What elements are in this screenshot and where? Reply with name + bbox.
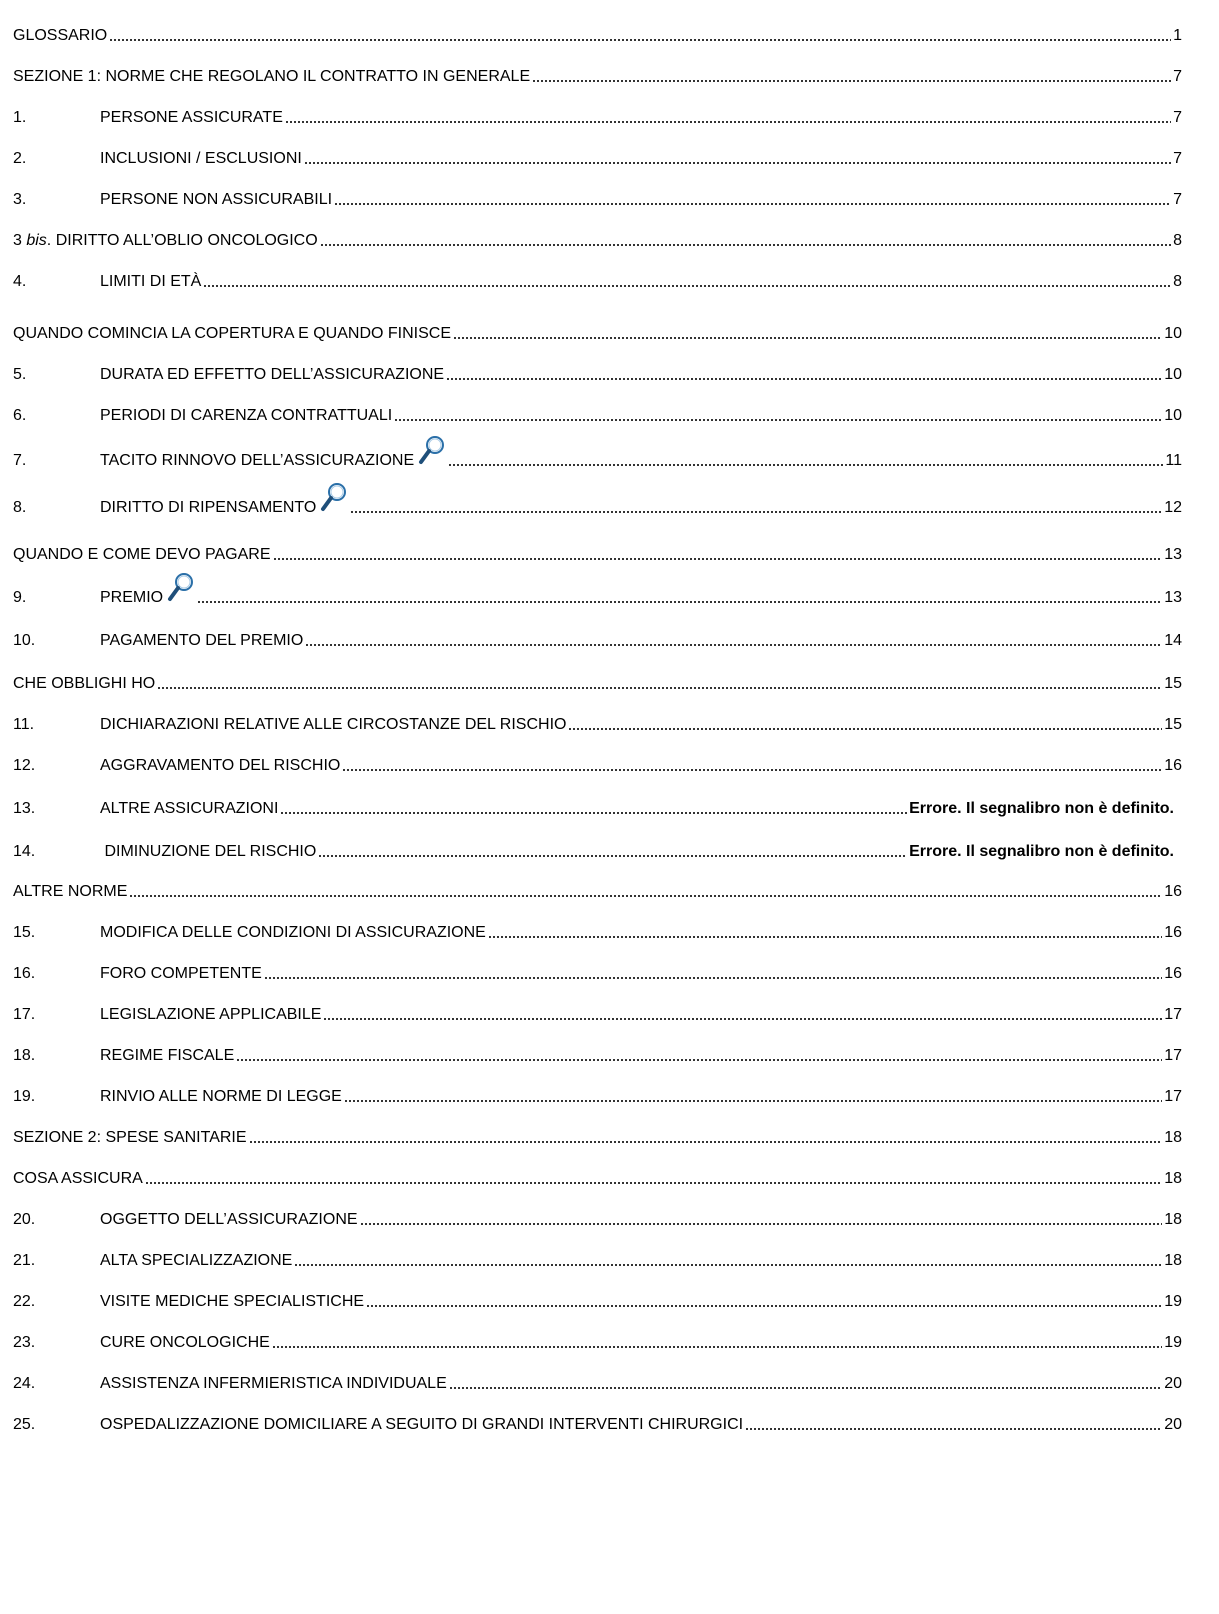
toc-leader-dots (394, 418, 1162, 422)
toc-entry-number: 23. (13, 1334, 36, 1351)
toc-entry-page: 16 (1164, 965, 1182, 982)
toc-entry-page: 10 (1164, 407, 1182, 424)
toc-entry[interactable] (13, 711, 1182, 735)
toc-leader-dots (203, 284, 1171, 288)
toc-leader-dots (272, 1345, 1162, 1349)
toc-entry-page: 17 (1164, 1006, 1182, 1023)
toc-entry-number: 9. (13, 589, 27, 606)
toc-entry[interactable] (13, 541, 1182, 565)
toc-leader-dots (323, 1017, 1162, 1021)
toc-entry[interactable] (13, 919, 1182, 943)
toc-entry-page: 8 (1173, 232, 1182, 249)
toc-entry-number: 4. (13, 273, 27, 290)
toc-entry-number: 3. (13, 191, 27, 208)
toc-entry-title: REGIME FISCALE (100, 1047, 235, 1064)
toc-entry-title: ALTRE NORME (13, 883, 128, 900)
toc-leader-dots (532, 79, 1171, 83)
toc-leader-dots (568, 727, 1162, 731)
toc-entry-page: 12 (1164, 499, 1182, 516)
toc-entry-number: 12. (13, 757, 36, 774)
toc-entry-number: 14. (13, 843, 36, 860)
toc-leader-dots (320, 243, 1171, 247)
toc-leader-dots (273, 557, 1163, 561)
toc-leader-dots (366, 1304, 1162, 1308)
toc-entry-title: CHE OBBLIGHI HO (13, 675, 156, 692)
toc-entry-number: 19. (13, 1088, 36, 1105)
toc-leader-dots (157, 686, 1162, 690)
toc-entry-title: GLOSSARIO (13, 27, 108, 44)
toc-entry[interactable] (13, 1001, 1182, 1025)
toc-entry-page: 18 (1164, 1170, 1182, 1187)
toc-entry[interactable] (13, 838, 1174, 862)
toc-entry[interactable] (13, 752, 1182, 776)
toc-entry-title: DIMINUZIONE DEL RISCHIO (100, 843, 317, 860)
toc-entry-number: 8. (13, 499, 27, 516)
toc-entry-page: 16 (1164, 757, 1182, 774)
toc-entry-page: 16 (1164, 924, 1182, 941)
toc-entry-title: DICHIARAZIONI RELATIVE ALLE CIRCOSTANZE DEL RISCHIO (100, 716, 567, 733)
toc-entry-number: 2. (13, 150, 27, 167)
toc-leader-dots (264, 976, 1162, 980)
toc-entry-title: LIMITI DI ETÀ (100, 273, 202, 290)
toc-entry[interactable] (13, 104, 1182, 128)
toc-entry-page: 19 (1164, 1334, 1182, 1351)
toc-leader-dots (334, 202, 1171, 206)
toc-entry-number: 25. (13, 1416, 36, 1433)
toc-leader-dots (453, 336, 1162, 340)
toc-entry-title: QUANDO COMINCIA LA COPERTURA E QUANDO FINISCE (13, 325, 451, 342)
toc-entry-page: 11 (1165, 452, 1182, 469)
toc-entry-page: Errore. Il segnalibro non è definito. (909, 800, 1174, 817)
toc-entry-title: LEGISLAZIONE APPLICABILE (100, 1006, 322, 1023)
toc-entry-title: COSA ASSICURA (13, 1170, 143, 1187)
toc-entry-title: SEZIONE 1: NORME CHE REGOLANO IL CONTRATTO IN GENERALE (13, 68, 531, 85)
toc-leader-dots (318, 854, 907, 858)
toc-entry-title: PREMIO (100, 589, 164, 606)
toc-leader-dots (342, 768, 1162, 772)
toc-entry-page: 8 (1173, 273, 1182, 290)
toc-entry-title: PERSONE ASSICURATE (100, 109, 283, 126)
toc-entry-page: 7 (1173, 68, 1182, 85)
toc-entry-title: MODIFICA DELLE CONDIZIONI DI ASSICURAZIONE (100, 924, 486, 941)
toc-entry[interactable] (13, 1247, 1182, 1271)
toc-entry-page: 10 (1164, 325, 1182, 342)
toc-entry-page: 18 (1164, 1211, 1182, 1228)
toc-entry[interactable] (13, 1411, 1182, 1435)
toc-entry-number: 11. (13, 716, 35, 733)
toc-entry[interactable] (13, 145, 1182, 169)
toc-entry-number: 22. (13, 1293, 36, 1310)
toc-leader-dots (488, 935, 1162, 939)
toc-entry[interactable] (13, 795, 1174, 819)
toc-entry[interactable] (13, 1329, 1182, 1353)
toc-leader-dots (280, 811, 907, 815)
toc-entry[interactable] (13, 1042, 1182, 1066)
toc-entry[interactable] (13, 1165, 1182, 1189)
toc-entry-title: ALTRE ASSICURAZIONI (100, 800, 279, 817)
toc-entry[interactable] (13, 960, 1182, 984)
toc-entry-title: PERIODI DI CARENZA CONTRATTUALI (100, 407, 393, 424)
toc-leader-dots (285, 120, 1171, 124)
magnifier-icon (167, 572, 195, 608)
toc-leader-dots (294, 1263, 1162, 1267)
toc-entry[interactable] (13, 22, 1182, 46)
toc-leader-dots (304, 161, 1171, 165)
toc-entry-page: 15 (1164, 675, 1182, 692)
toc-entry-page: 18 (1164, 1252, 1182, 1269)
toc-entry[interactable] (13, 320, 1182, 344)
toc-entry-title: PERSONE NON ASSICURABILI (100, 191, 333, 208)
toc-entry[interactable] (13, 494, 1182, 518)
toc-entry[interactable] (13, 186, 1182, 210)
toc-entry-number: 13. (13, 800, 36, 817)
toc-entry-title: QUANDO E COME DEVO PAGARE (13, 546, 271, 563)
toc-entry-page: 7 (1173, 191, 1182, 208)
toc-entry[interactable] (13, 1206, 1182, 1230)
toc-entry-title: INCLUSIONI / ESCLUSIONI (100, 150, 302, 167)
toc-entry[interactable] (13, 1288, 1182, 1312)
toc-entry-number: 5. (13, 366, 27, 383)
toc-leader-dots (344, 1099, 1162, 1103)
magnifier-icon (418, 435, 446, 471)
toc-entry-title: DURATA ED EFFETTO DELL’ASSICURAZIONE (100, 366, 445, 383)
toc-leader-dots (236, 1058, 1162, 1062)
toc-entry-title: PAGAMENTO DEL PREMIO (100, 632, 304, 649)
toc-entry-page: 18 (1164, 1129, 1182, 1146)
toc-entry[interactable] (13, 1083, 1182, 1107)
toc-entry-title: SEZIONE 2: SPESE SANITARIE (13, 1129, 247, 1146)
toc-entry-title: AGGRAVAMENTO DEL RISCHIO (100, 757, 341, 774)
toc-entry-page: 13 (1164, 546, 1182, 563)
toc-entry-page: 7 (1173, 150, 1182, 167)
toc-entry-number: 7. (13, 452, 27, 469)
toc-entry-number: 15. (13, 924, 36, 941)
toc-leader-dots (350, 510, 1162, 514)
toc-leader-dots (449, 1386, 1162, 1390)
toc-entry-page: 20 (1164, 1375, 1182, 1392)
toc-entry-title: FORO COMPETENTE (100, 965, 262, 982)
magnifier-icon (320, 482, 348, 518)
toc-entry[interactable] (13, 227, 1182, 251)
toc-entry-title: ALTA SPECIALIZZAZIONE (100, 1252, 293, 1269)
toc-entry[interactable] (13, 627, 1182, 651)
toc-entry-title: DIRITTO ALL’OBLIO ONCOLOGICO (55, 232, 318, 249)
toc-entry-page: 1 (1173, 27, 1182, 44)
toc-entry-page: 15 (1164, 716, 1182, 733)
toc-entry-number: 21. (13, 1252, 36, 1269)
toc-entry-number: 18. (13, 1047, 36, 1064)
toc-entry[interactable] (13, 878, 1182, 902)
toc-leader-dots (145, 1181, 1162, 1185)
toc-leader-dots (249, 1140, 1163, 1144)
toc-entry-page: 17 (1164, 1088, 1182, 1105)
toc-entry[interactable] (13, 402, 1182, 426)
toc-entry[interactable] (13, 361, 1182, 385)
toc-entry-title: TACITO RINNOVO DELL’ASSICURAZIONE (100, 452, 415, 469)
toc-entry-number: 17. (13, 1006, 36, 1023)
toc-entry-number: 10. (13, 632, 36, 649)
toc-leader-dots (305, 643, 1162, 647)
toc-leader-dots (360, 1222, 1163, 1226)
toc-entry-page: 7 (1173, 109, 1182, 126)
toc-entry[interactable] (13, 268, 1182, 292)
toc-entry-number: 20. (13, 1211, 36, 1228)
toc-entry[interactable] (13, 584, 1182, 608)
toc-leader-dots (197, 600, 1162, 604)
toc-entry[interactable] (13, 1370, 1182, 1394)
toc-entry-title: CURE ONCOLOGICHE (100, 1334, 270, 1351)
toc-entry-page: 14 (1164, 632, 1182, 649)
toc-leader-dots (446, 377, 1162, 381)
toc-entry[interactable] (13, 1124, 1182, 1148)
toc-leader-dots (745, 1427, 1162, 1431)
toc-entry-title: OGGETTO DELL’ASSICURAZIONE (100, 1211, 358, 1228)
toc-entry-page: 20 (1164, 1416, 1182, 1433)
toc-leader-dots (109, 38, 1171, 42)
toc-entry-title: OSPEDALIZZAZIONE DOMICILIARE A SEGUITO DI GRANDI INTERVENTI CHIRURGICI (100, 1416, 744, 1433)
toc-entry-number: 24. (13, 1375, 36, 1392)
toc-leader-dots (448, 463, 1163, 467)
toc-entry-page: 13 (1164, 589, 1182, 606)
toc-entry[interactable] (13, 447, 1182, 471)
toc-entry-page: Errore. Il segnalibro non è definito. (909, 843, 1174, 860)
toc-entry[interactable] (13, 63, 1182, 87)
toc-entry-number: 1. (13, 109, 27, 126)
toc-entry-title: VISITE MEDICHE SPECIALISTICHE (100, 1293, 365, 1310)
toc-leader-dots (129, 894, 1162, 898)
toc-entry-title: RINVIO ALLE NORME DI LEGGE (100, 1088, 342, 1105)
toc-entry-page: 19 (1164, 1293, 1182, 1310)
toc-entry-number: 16. (13, 965, 36, 982)
toc-entry-title: ASSISTENZA INFERMIERISTICA INDIVIDUALE (100, 1375, 447, 1392)
toc-entry[interactable] (13, 670, 1182, 694)
toc-entry-number: 6. (13, 407, 27, 424)
toc-entry-page: 16 (1164, 883, 1182, 900)
toc-entry-number: 3 bis. (13, 232, 56, 249)
toc-entry-page: 10 (1164, 366, 1182, 383)
toc-entry-page: 17 (1164, 1047, 1182, 1064)
toc-entry-title: DIRITTO DI RIPENSAMENTO (100, 499, 317, 516)
